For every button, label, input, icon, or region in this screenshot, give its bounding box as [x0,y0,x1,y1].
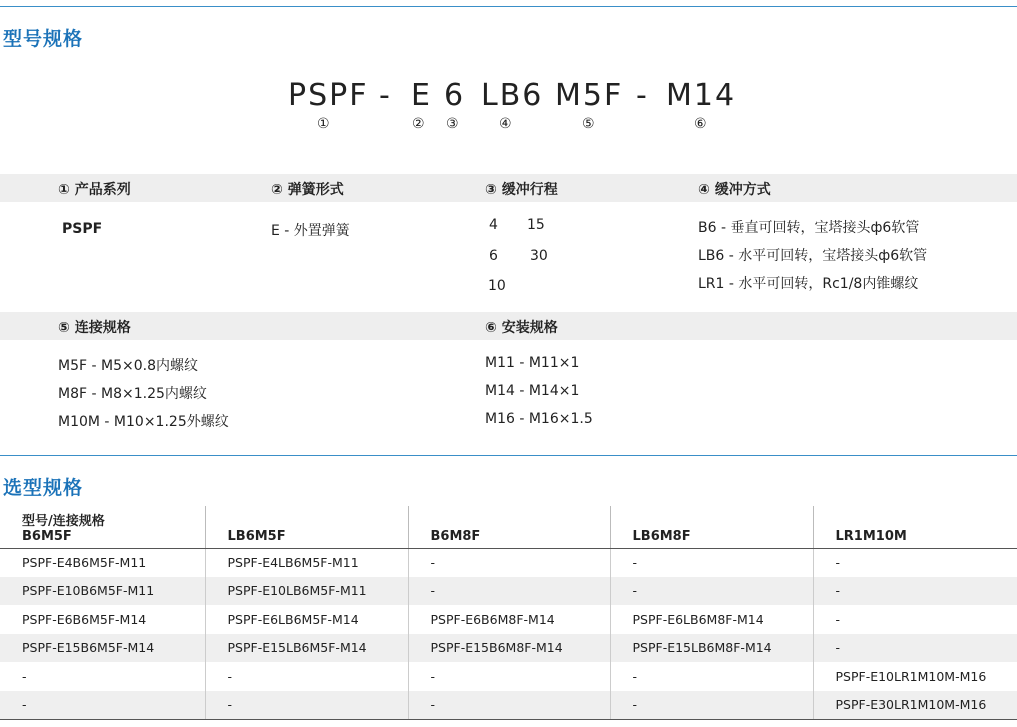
table-row [0,577,1017,606]
code-marker: ⑤ [582,116,595,132]
mounting-value: M16 - M16×1.5 [485,411,593,427]
table-cell: - [408,548,610,577]
stroke-value: 15 [527,217,545,233]
method-value: LR1 - 水平可回转，Rc1/8内锥螺纹 [698,276,919,292]
method-heading: ④ 缓冲方式 [698,182,771,198]
code-part-mounting: M14 [666,78,737,113]
table-row [0,662,1017,691]
column-header: LB6M8F [610,506,813,548]
column-header: B6M8F [408,506,610,548]
table-cell: PSPF-E4LB6M5F-M11 [205,548,408,577]
spring-value: E - 外置弹簧 [271,223,350,239]
mounting-value: M11 - M11×1 [485,355,580,371]
model-code [0,78,1017,118]
code-part-dash: - [636,78,649,113]
table-cell: - [813,634,1017,663]
series-heading: ① 产品系列 [58,182,131,198]
code-part-dash: - [379,78,392,113]
spring-heading: ② 弹簧形式 [271,182,344,198]
code-part-connection: M5F [555,78,624,113]
table-cell: - [610,577,813,606]
table-row [0,634,1017,663]
stroke-value: 10 [488,278,506,294]
table-cell: PSPF-E10LR1M10M-M16 [813,662,1017,691]
table-cell: PSPF-E15LB6M8F-M14 [610,634,813,663]
table-cell: PSPF-E6B6M8F-M14 [408,605,610,634]
connection-heading: ⑤ 连接规格 [58,320,131,336]
table-cell: PSPF-E6LB6M5F-M14 [205,605,408,634]
stroke-value: 30 [530,248,548,264]
stroke-value: 6 [489,248,498,264]
spec-header-band [0,174,1017,202]
column-header: LR1M10M [813,506,1017,548]
connection-value: M8F - M8×1.25内螺纹 [58,386,207,402]
code-part-method: LB6 [481,78,544,113]
table-cell: PSPF-E30LR1M10M-M16 [813,691,1017,720]
table-cell: PSPF-E15LB6M5F-M14 [205,634,408,663]
table-cell: PSPF-E10LB6M5F-M11 [205,577,408,606]
table-cell: - [0,691,205,720]
section-divider [0,455,1017,456]
method-value: B6 - 垂直可回转，宝塔接头ф6软管 [698,220,920,236]
table-cell: PSPF-E15B6M8F-M14 [408,634,610,663]
code-marker: ④ [499,116,512,132]
table-cell: - [22,668,27,684]
table-cell: - [408,691,610,720]
table-cell: - [610,548,813,577]
stroke-heading: ③ 缓冲行程 [485,182,558,198]
connection-value: M10M - M10×1.25外螺纹 [58,414,229,430]
table-cell: - [813,548,1017,577]
code-part-spring: E [411,78,432,113]
code-marker: ③ [446,116,459,132]
table-cell: PSPF-E10B6M5F-M11 [0,577,205,606]
stroke-value: 4 [489,217,498,233]
section-title-model-spec: 型号规格 [3,28,84,50]
column-header [0,506,205,548]
code-marker: ⑥ [694,116,707,132]
table-cell: PSPF-E6B6M5F-M14 [22,611,147,627]
mounting-heading: ⑥ 安装规格 [485,320,558,336]
series-value: PSPF [62,221,103,237]
table-row [0,605,1017,634]
table-cell: - [408,662,610,691]
code-part-series: PSPF [288,78,369,113]
table-row [0,691,1017,720]
table-cell: - [610,662,813,691]
table-cell: - [408,577,610,606]
table-header-row [0,506,1017,548]
table-cell: PSPF-E6LB6M8F-M14 [610,605,813,634]
code-marker: ① [317,116,330,132]
header-label: 型号/连接规格 [22,513,105,529]
table-row [0,548,1017,577]
table-cell: - [205,691,408,720]
table-cell: - [610,691,813,720]
mounting-value: M14 - M14×1 [485,383,580,399]
code-marker: ② [412,116,425,132]
table-bottom-rule [0,719,1017,720]
connection-value: M5F - M5×0.8内螺纹 [58,358,198,374]
table-cell: PSPF-E4B6M5F-M11 [22,555,147,570]
section-title-selection: 选型规格 [3,477,84,499]
code-part-stroke: 6 [444,78,466,113]
spec-header-band [0,312,1017,340]
column-header: LB6M5F [205,506,408,548]
method-value: LB6 - 水平可回转，宝塔接头ф6软管 [698,248,928,264]
table-cell: - [813,605,1017,634]
table-cell: PSPF-E15B6M5F-M14 [0,634,205,663]
column-header-label: B6M5F [22,528,72,544]
table-cell: - [813,577,1017,606]
top-divider [0,6,1017,7]
table-cell: - [205,662,408,691]
selection-table [0,506,1017,719]
